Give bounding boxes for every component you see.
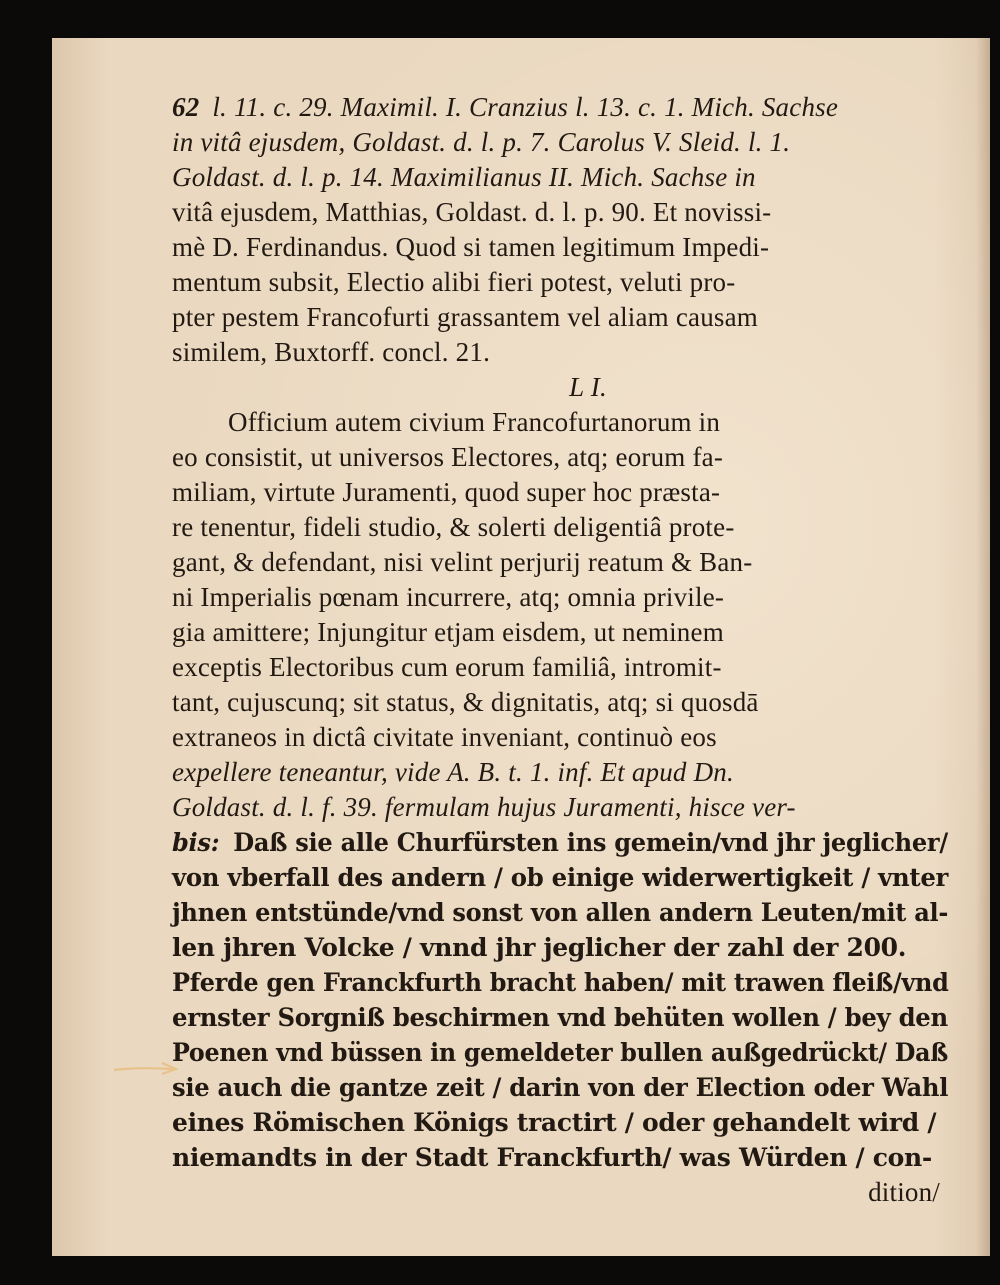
text-line: mentum subsit, Electio alibi fieri potest, veluti pro- — [172, 267, 736, 297]
text-line: Goldast. d. l. p. 14. Maximilianus II. Mich. Sachse in — [172, 162, 756, 192]
text-line: bis: — [172, 828, 220, 857]
text-line: Goldast. d. l. f. 39. fermulam hujus Juramenti, hisce ver- — [172, 792, 796, 822]
german-text-line: sie auch die gantze zeit / darin von der Election oder Wahl — [172, 1073, 949, 1102]
catchword: dition/ — [868, 1177, 940, 1207]
text-line: l. 11. c. 29. Maximil. I. Cranzius l. 13. c. 1. Mich. Sachse — [212, 92, 839, 122]
german-text-line: von vberfall des andern / ob einige widerwertigkeit / vnter — [172, 863, 949, 892]
german-text-line: jhnen entstünde/vnd sonst von allen andern Leuten/mit al- — [172, 898, 949, 927]
text-line: vitâ ejusdem, Matthias, Goldast. d. l. p. 90. Et novissi- — [172, 197, 772, 227]
text-line: tant, cujuscunq; sit status, & dignitatis, atq; si quosdā — [172, 687, 759, 717]
page-text — [172, 90, 949, 1210]
german-text-line: eines Römischen Königs tractirt / oder gehandelt wird / — [172, 1108, 937, 1137]
german-text-line: ernster Sorgniß beschirmen vnd behüten wollen / bey den — [172, 1003, 948, 1032]
page-edge — [976, 38, 990, 1256]
text-line: re tenentur, fideli studio, & solerti deligentiâ prote- — [172, 512, 735, 542]
german-text-line: Poenen vnd büssen in gemeldeter bullen außgedrückt/ Daß — [172, 1038, 948, 1067]
text-line: ni Imperialis pœnam incurrere, atq; omnia privile- — [172, 582, 725, 612]
german-text-line: Pferde gen Franckfurth bracht haben/ mit trawen fleiß/vnd — [172, 968, 949, 997]
text-line: extraneos in dictâ civitate inveniant, continuò eos — [172, 722, 717, 752]
latin-paragraph — [172, 405, 948, 825]
section-heading: L I. — [569, 372, 607, 402]
text-line: similem, Buxtorff. concl. 21. — [172, 337, 491, 367]
text-line: gia amittere; Injungitur etjam eisdem, ut neminem — [172, 617, 724, 647]
right-arrow-icon — [110, 1058, 190, 1078]
text-line: gant, & defendant, nisi velint perjurij reatum & Ban- — [172, 547, 753, 577]
text-line: exceptis Electoribus cum eorum familiâ, intromit- — [172, 652, 722, 682]
page-number: 62 — [172, 92, 200, 122]
german-text-line: niemandts in der Stadt Franckfurth/ was Würden / con- — [172, 1143, 933, 1172]
german-text-line: Daß sie alle Churfürsten ins gemein/vnd jhr jeglicher/ — [233, 828, 948, 857]
book-page — [52, 38, 990, 1256]
text-line: miliam, virtute Juramenti, quod super hoc præsta- — [172, 477, 721, 507]
first-line — [172, 90, 948, 125]
text-line: eo consistit, ut universos Electores, atq; eorum fa- — [172, 442, 724, 472]
text-line: expellere teneantur, vide A. B. t. 1. inf. Et apud Dn. — [172, 757, 734, 787]
german-text-line: len jhren Volcke / vnnd jhr jeglicher der zahl der 200. — [172, 933, 907, 962]
text-line: pter pestem Francofurti grassantem vel aliam causam — [172, 302, 758, 332]
text-line: Officium autem civium Francofurtanorum in — [228, 407, 721, 437]
text-line: in vitâ ejusdem, Goldast. d. l. p. 7. Carolus V. Sleid. l. 1. — [172, 127, 791, 157]
german-first-line — [172, 825, 948, 860]
text-line: mè D. Ferdinandus. Quod si tamen legitimum Impedi- — [172, 232, 770, 262]
